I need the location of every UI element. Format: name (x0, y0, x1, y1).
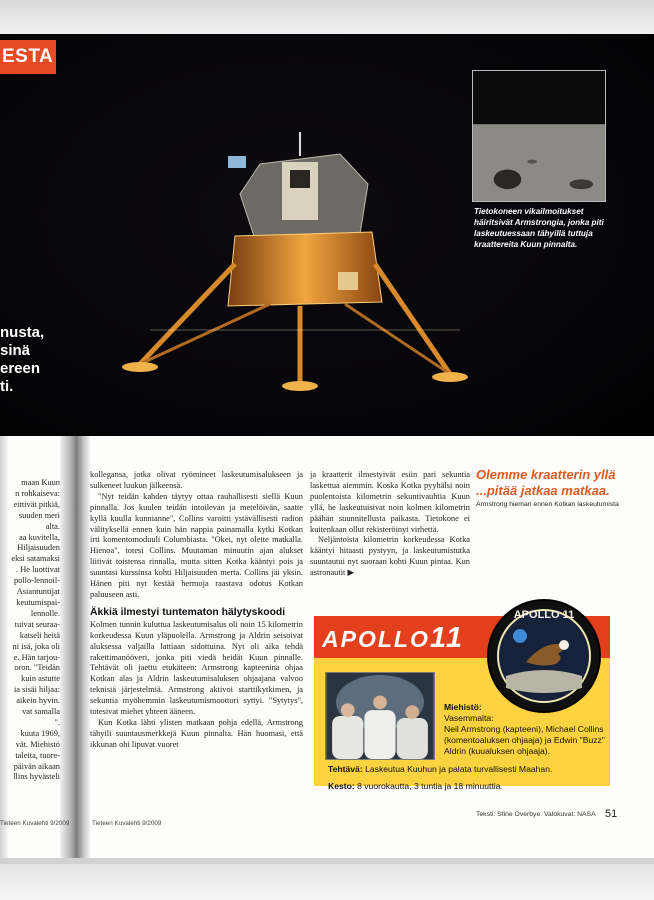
photo-credit: Teksti: Stine Overbye. Valokuvat: NASA (476, 811, 596, 818)
book-gutter (60, 436, 90, 876)
left-column-line: katseli heitä (19, 630, 60, 640)
duration-info (328, 781, 606, 792)
left-column-line: pollo-lennoil- (13, 576, 60, 586)
right-column (310, 470, 470, 579)
apollo-banner-title (322, 623, 472, 653)
quote-line-2: ...pitää jatkaa matkaa. (476, 483, 610, 498)
banner-word: APOLLO (322, 626, 430, 652)
left-column-line: lennolle. (30, 608, 60, 618)
left-column-line: taleita, tuore- (15, 750, 60, 760)
left-column-line: e. Hän tarjou- (13, 652, 60, 662)
paragraph (310, 535, 470, 579)
intro-line: nusta, (0, 324, 45, 341)
banner-number: 11 (429, 622, 464, 654)
lunar-lander-illustration (110, 124, 490, 404)
left-column-line: ni isä, joka oli (12, 641, 60, 651)
crew-intro: Vasemmalta: (444, 713, 494, 724)
left-column-line: llins hyvästeli (13, 772, 60, 782)
left-page-column (10, 478, 60, 783)
left-column-line: ia sisäi hiljaa: (13, 685, 60, 695)
paragraph-text: Neljäntoista kilometrin korkeudessa Kotka kääntyi hitaasti pystyyn, ja laskeutumistutka suuntautui nyt suoraan kohti Kuun pintaa. Kun astronautit (310, 535, 470, 578)
left-column-line: suuden meri (18, 510, 60, 520)
left-column-line: kuin astutte (21, 674, 60, 684)
crew-photo (325, 672, 435, 760)
task-text: Laskeutua Kuuhun ja palata turvallisesti Maahan. (365, 764, 553, 774)
moon-surface-inset (472, 70, 606, 202)
left-column-line: vät. Miehistö (15, 739, 60, 749)
left-column-line: maan Kuun (21, 478, 60, 487)
intro-line: ereen (0, 360, 41, 377)
left-column-line: eittivät pitkiä, (13, 499, 60, 509)
left-column-line: vat samalla (22, 707, 60, 717)
duration-label: Kesto: (328, 781, 355, 791)
left-column-line: Asiantuntijat (16, 587, 60, 597)
left-column-line: oron. "Teidän (14, 663, 60, 673)
intro-line: sinä (0, 342, 31, 359)
middle-column (90, 470, 303, 751)
intro-fragment (0, 324, 44, 396)
left-column-line: aa kuvitella, (19, 532, 60, 542)
left-column-line: keutumispai- (16, 597, 60, 607)
left-column-line: . He luottivat (16, 565, 60, 575)
crew-names: Neil Armstrong (kapteeni), Michael Collins (komentoaluksen ohjaaja) ja Edwin "Buzz" Aldrin (kuualuksen ohjaaja). (444, 724, 605, 757)
page-edge (0, 436, 8, 876)
task-label: Tehtävä: (328, 764, 363, 774)
scan-border-bottom (0, 864, 654, 900)
left-column-line: tuivat seuraa- (14, 619, 60, 629)
page-number: 51 (605, 808, 618, 820)
subheading: Äkkiä ilmestyi tuntematon hälytyskoodi (90, 606, 286, 618)
task-info (328, 764, 606, 775)
left-column-line: ". (54, 717, 60, 727)
inset-caption: Tietokoneen vikailmoitukset häiritsivät Armstrongia, jonka piti laskeutuessaan tähyillä tuttuja kraattereita Kuun pinnalta. (474, 207, 604, 249)
left-column-line: aikein hyvin. (16, 696, 60, 706)
quote-line-1: Olemme kraatterin yllä (476, 467, 616, 482)
duration-text: 8 vuorokautta, 3 tuntia ja 18 minuuttia. (357, 781, 503, 791)
left-column-line: eksi satamaksi (11, 554, 60, 564)
paragraph: Kun Kotka lähti ylisten matkaan pohja edellä, Armstrong tähyili suuntausmerkkejä Kuun pinnalta. Hän huomasi, että ikkunan ohi lipuvat vuoret (90, 717, 303, 749)
patch-text: APOLLO 11 (513, 609, 575, 621)
scan-border-top (0, 0, 654, 34)
apollo-11-patch-icon (486, 598, 602, 714)
continue-arrow-icon: ▶ (347, 568, 354, 578)
quote-source: Armstrong hieman ennen Kotkan laskeutumista (476, 501, 619, 508)
footer-left: Tieteen Kuvalehti 9/2009 (0, 820, 70, 827)
paragraph: kollegansa, jotka olivat ryömineet laskeutumisalukseen ja sulkeneet luukun jälkeensä. (90, 470, 303, 490)
pull-quote (476, 467, 626, 508)
left-column-line: alta. (45, 521, 60, 531)
left-column-line: päivän aikaan (13, 761, 60, 771)
paragraph: Kolmen tunnin kuluttua laskeutumisalus oli noin 15 kilometrin korkeudessa Kuun yläpuolella. Armstrong ja Aldrin seisoivat aluksessa valjailla lattiaan sidottuina. Nyt oli aika tehdä rakettimanööveri, jonka piti viedä heidät Kuun pinnalle. Tehtävät oli jaettu etukäteen: Armstrong kapteenina ohjaa Kotkan alas ja Aldrin laskeutumisaluksen ohjaajana valvoo teknisiä järjestelmiä. Armstrong aktivoi starttikytkimen, ja sekuntia myöhemmin laskeutumismoottori syttyi. "Sytytys", totesivat miehet yhteen ääneen. (90, 619, 303, 717)
intro-line: ti. (0, 378, 14, 395)
paragraph: ja kraatterit ilmestyivät esiin pari sekuntia laskettua aiemmin. Koska Kotka pyyhälsi noin puolentoista kilometrin sekuntivauhtia Kuun yllä, he laskeutuisivat noin kolmen kilometrin päähän suunnitellusta paikasta. Tietokone ei kuitenkaan ollut rekisteröinyt virhettä. (310, 470, 470, 534)
left-column-line: kuuta 1969, (20, 728, 60, 738)
crew-info (444, 702, 610, 757)
left-column-line: Hiljaisuuden (17, 543, 60, 553)
section-tab: ESTA (0, 40, 56, 74)
crew-heading: Miehistö: (444, 702, 482, 712)
paragraph: "Nyt teidän kahden täytyy ottaa rauhallisesti siellä Kuun pinnalla. Jos kuulen teidän intoilevan ja metelöivän, saatte kyllä kuulla kunnianne", Collins varoitti ystävällisesti radion välityksellä ennen kuin hän nappia painamalla kytki Kotkan irti komentomoduuli Columbiasta. "Okei, nyt olette matkalla. Hienoa", totesi Collins. Muutaman minuutin ajan alukset liitivät toistensa rinnalla, mutta sitten Kotka kääntyi pois ja suuntasi kurssinsa kohti Hiljaisuuden merta. Collins jäi yksin. Hänen piti nyt kestää hermoja raastava odotus Kotkan paluuseen asti. (90, 491, 303, 599)
left-column-line: n rohkaiseva: (15, 488, 60, 498)
footer-issue: Tieteen Kuvalehti 9/2009 (92, 820, 162, 827)
